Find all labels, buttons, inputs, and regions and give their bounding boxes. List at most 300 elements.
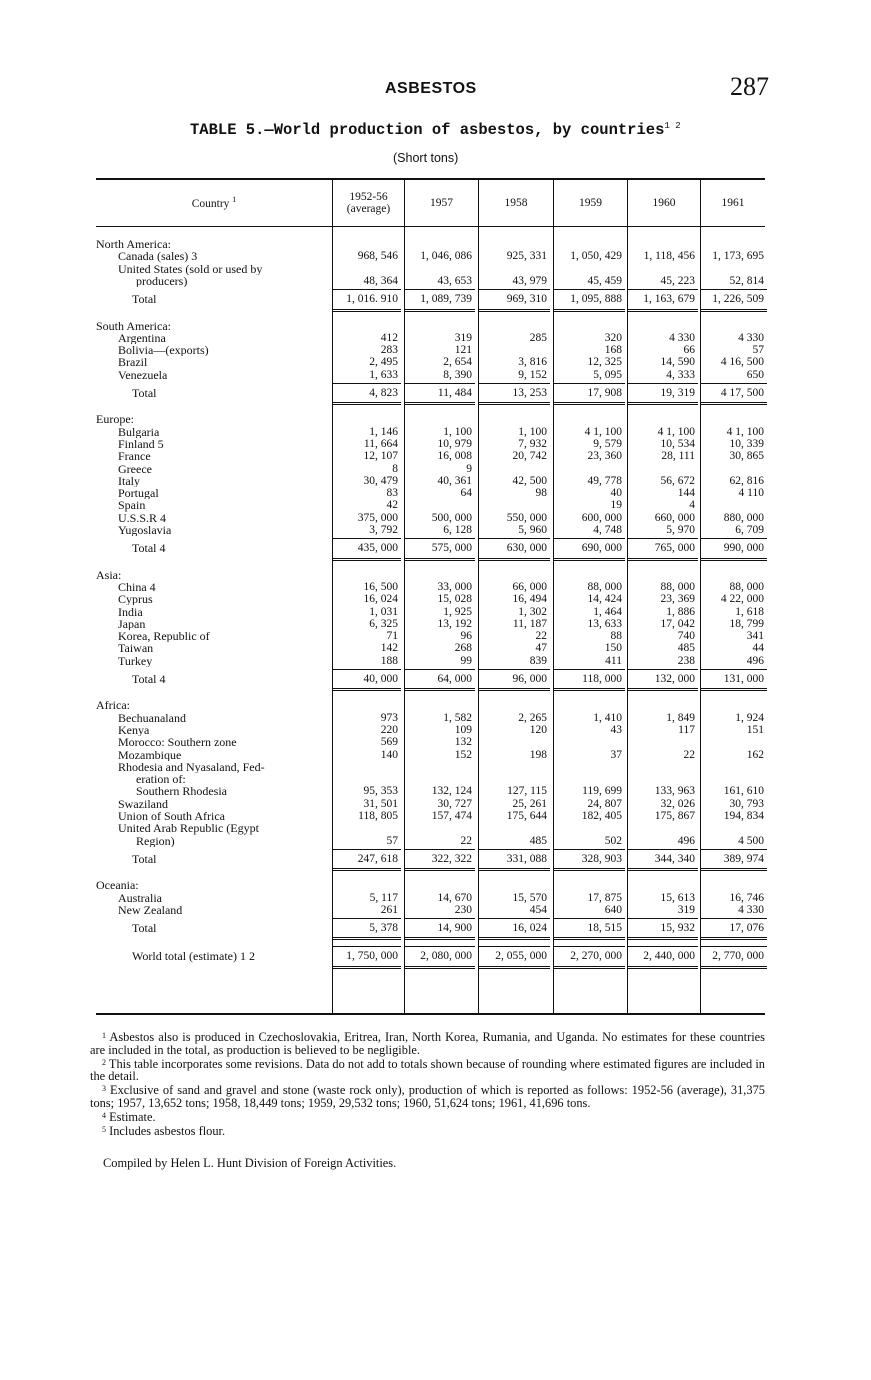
row-value: 5, 095 [593,368,622,381]
row-value: 283 [380,344,398,357]
subtotal-rule [554,289,625,290]
row-value: 168 [604,344,622,357]
row-value: 411 [605,654,622,667]
subtotal-rule [628,946,698,947]
row-value: 198 [529,748,547,761]
row-value: 6, 128 [443,524,472,536]
row-value: 14, 590 [660,356,695,369]
row-value: 3, 816 [518,356,547,369]
row-value: 11, 187 [512,617,547,630]
row-value: 88, 000 [660,580,695,593]
row-value: 500, 000 [431,511,472,524]
row-value: 71 [386,630,398,643]
table-row [96,736,765,748]
row-value: 99 [460,654,472,667]
row-value: 40 [610,487,622,500]
section-title: ASBESTOS [385,80,477,97]
column-header-1958: 1958 [504,196,528,209]
row-value: 133, 963 [654,785,695,798]
row-value: 175, 644 [506,810,547,822]
row-value: 109 [454,723,472,736]
row-value: 660, 000 [654,511,695,524]
table-group-row [96,320,765,332]
row-value: 157, 474 [431,810,472,822]
total-double-rule [701,868,767,871]
footnote-text: This table incorporates some revisions. Data do not add to totals shown because of rounding where estimated figures are included in the detail. [90,1056,765,1084]
row-value: 1, 031 [369,605,398,618]
row-label: Canada (sales) 3 [118,250,198,263]
row-value: 925, 331 [506,250,547,263]
table-row [96,593,765,605]
row-value: 18, 799 [729,617,764,630]
row-value: 9 [466,462,472,475]
row-value: 630, 000 [506,542,547,555]
row-value: 150 [604,642,622,655]
table-row [96,356,765,368]
row-value: 640 [604,903,622,916]
subtotal-rule [405,289,475,290]
row-value: 2, 495 [369,356,398,369]
row-value: 600, 000 [581,511,622,524]
table-group-row [96,238,765,250]
row-label: Cyprus [118,593,153,606]
row-value: 117 [678,723,695,736]
row-label: Union of South Africa [118,810,225,823]
total-double-rule [333,402,401,405]
row-label: Morocco: Southern zone [118,736,237,749]
row-label: Southern Rhodesia [136,785,227,798]
row-value: 2, 440, 000 [643,950,695,963]
row-value: 25, 261 [512,797,547,810]
row-label: Rhodesia and Nyasaland, Fed- [118,760,265,774]
table-group-row [96,879,765,891]
row-value: 66 [683,344,695,357]
row-value: 40, 000 [363,673,398,685]
row-value: 969, 310 [506,293,547,306]
row-value: 10, 534 [660,437,695,450]
row-value: 42, 500 [512,474,547,487]
row-value: 161, 610 [723,785,764,798]
row-value: 319 [677,903,695,916]
table-row [96,798,765,810]
table-row [96,369,765,381]
row-value: 990, 000 [723,542,764,555]
row-value: 1, 016. 910 [346,293,398,306]
row-value: 17, 042 [660,617,695,630]
subtotal-rule [701,538,767,539]
row-value: 1, 925 [443,605,472,618]
table-unit: (Short tons) [393,151,459,165]
row-label: producers) [136,274,188,288]
table-row [96,904,765,916]
row-value: 1, 849 [666,711,695,724]
total-double-rule [554,937,625,940]
table-row [96,438,765,450]
table-title [190,121,681,139]
row-value: 1, 100 [443,425,472,438]
table-row [96,581,765,593]
row-label: Asia: [96,568,122,581]
row-value: 57 [386,834,398,847]
row-label: Swaziland [118,797,168,810]
row-value: 435, 000 [357,542,398,555]
row-value: 194, 834 [723,810,764,822]
column-header-1957: 1957 [430,196,453,209]
row-value: 1, 163, 679 [643,293,695,306]
column-header-avg-note: (average) [346,203,391,215]
row-value: 247, 618 [357,852,398,865]
row-label: Venezuela [118,368,168,381]
row-value: 23, 360 [587,450,622,463]
row-value: 45, 223 [660,274,695,287]
total-double-rule [479,558,550,561]
subtotal-rule [628,538,698,539]
row-value: 1, 464 [593,605,622,618]
row-value: 5, 378 [369,922,398,935]
row-value: 64, 000 [437,673,472,685]
table-total-row [96,542,765,554]
table-row [96,524,765,536]
row-value: 230 [454,903,472,916]
subtotal-rule [628,669,698,670]
row-value: 13, 633 [587,617,622,630]
row-value: 1, 302 [518,605,547,618]
row-value: 690, 000 [581,542,622,555]
row-value: 268 [454,642,472,655]
row-value: 96, 000 [512,673,547,685]
total-double-rule [479,868,550,871]
subtotal-rule [479,849,550,850]
row-label: Total 4 [132,542,166,555]
row-value: 575, 000 [431,542,472,555]
row-label: Total [132,852,157,866]
total-double-rule [333,309,401,312]
row-value: 4 330 [738,331,764,344]
table-row [96,773,765,785]
row-value: 4, 333 [666,368,695,381]
row-label: Total [132,293,157,306]
row-value: 285 [529,331,547,344]
row-value: 43 [610,723,622,736]
row-value: 83 [386,487,398,500]
row-label: United States (sold or used by [118,262,263,275]
row-value: 4 17, 500 [720,387,764,399]
table-row [96,655,765,667]
row-value: 1, 095, 888 [570,293,622,306]
row-value: 44 [752,642,764,655]
row-value: 11, 664 [363,437,398,450]
row-value: 2, 055, 000 [495,950,547,963]
row-value: 162 [746,748,764,761]
row-value: 12, 325 [587,356,622,369]
row-value: 120 [529,723,547,736]
row-label: Portugal [118,487,159,500]
row-value: 3, 792 [369,524,398,536]
total-double-rule [554,558,625,561]
row-value: 261 [380,903,398,916]
header-bottom-rule [96,226,765,227]
footnote-mark: 1 [102,1031,106,1040]
row-value: 31, 501 [363,797,398,810]
row-label: Mozambique [118,748,182,761]
total-double-rule [333,966,401,969]
row-value: 49, 778 [587,474,622,487]
row-value: 96 [460,630,472,643]
footnote [90,1057,765,1084]
row-label: Kenya [118,723,150,737]
table-total-row [96,293,765,305]
row-value: 2, 265 [518,711,547,724]
subtotal-rule [701,383,767,384]
column-header-country [96,180,332,226]
row-value: 144 [677,487,695,500]
total-double-rule [479,937,550,940]
row-value: 4 16, 500 [720,356,764,369]
footnote [90,1030,765,1057]
subtotal-rule [628,849,698,850]
table-group-row [96,413,765,425]
row-value: 1, 100 [518,425,547,438]
total-double-rule [628,868,698,871]
row-value: 10, 339 [729,437,764,450]
subtotal-rule [701,918,767,919]
footnote-mark: 3 [102,1084,106,1094]
subtotal-rule [554,538,625,539]
row-value: 30, 727 [437,797,472,810]
footnote [90,1083,765,1110]
row-value: 121 [454,344,472,357]
row-value: 485 [677,642,695,655]
row-value: 9, 579 [593,437,622,450]
row-value: 18, 515 [587,922,622,935]
total-double-rule [405,309,475,312]
row-value: 389, 974 [723,852,764,865]
row-value: 16, 024 [512,922,547,935]
footnote-text: Asbestos also is produced in Czechoslovakia, Eritrea, Iran, North Korea, Rumania, and Uganda. No estimates for these countries are included in the total, as production is believed to be negligible. [90,1030,766,1057]
row-value: 42 [386,499,398,512]
total-double-rule [479,402,550,405]
row-value: 16, 500 [363,580,398,593]
row-value: 175, 867 [654,810,695,822]
subtotal-rule [333,918,401,919]
subtotal-rule [405,849,475,850]
subtotal-rule [405,383,475,384]
row-value: 17, 076 [729,922,764,935]
row-value: 14, 670 [437,891,472,904]
column-header-country-label: Country [191,197,230,210]
row-value: 16, 746 [729,891,764,904]
row-value: 454 [529,903,547,916]
row-label: India [118,605,143,618]
table-row [96,724,765,736]
row-label: U.S.S.R 4 [118,511,167,524]
row-value: 22 [460,834,472,847]
row-value: 375, 000 [357,511,398,524]
row-value: 8, 390 [443,368,472,381]
row-value: 4 22, 000 [720,593,764,606]
row-value: 15, 028 [437,593,472,606]
row-label: Finland 5 [118,437,164,451]
row-value: 2, 770, 000 [712,950,764,963]
subtotal-rule [554,849,625,850]
subtotal-rule [479,538,550,539]
row-value: 238 [677,654,695,667]
row-value: 20, 742 [512,450,547,463]
row-value: 1, 633 [369,368,398,381]
row-value: 64 [460,487,472,500]
row-value: 40, 361 [437,474,472,487]
subtotal-rule [333,538,401,539]
row-value: 12, 107 [363,450,398,463]
row-label: France [118,450,151,463]
row-value: 11, 484 [437,387,472,399]
row-value: 220 [380,723,398,736]
row-value: 1, 173, 695 [712,250,764,263]
row-value: 15, 570 [512,891,547,904]
row-value: 9, 152 [518,368,547,381]
total-double-rule [479,966,550,969]
running-head [0,72,871,104]
row-label: Total 4 [132,673,166,686]
row-value: 5, 117 [369,891,398,904]
row-label: Brazil [118,356,148,369]
table-row [96,749,765,761]
total-double-rule [554,868,625,871]
table-row [96,512,765,524]
total-double-rule [405,966,475,969]
row-value: 30, 793 [729,797,764,810]
row-value: 502 [604,834,622,847]
total-double-rule [479,688,550,691]
row-value: 322, 322 [431,852,472,865]
table-row [96,835,765,847]
total-double-rule [554,402,625,405]
row-value: 118, 000 [582,673,622,685]
total-double-rule [405,688,475,691]
subtotal-rule [479,918,550,919]
table-row [96,606,765,618]
total-double-rule [405,558,475,561]
row-value: 344, 340 [654,852,695,865]
row-value: 22 [535,630,547,643]
row-label: Turkey [118,654,153,667]
row-value: 16, 008 [437,450,472,463]
row-value: 19, 319 [660,387,695,399]
column-header-1960: 1960 [652,196,676,209]
row-value: 98 [535,487,547,500]
row-value: 4, 823 [369,387,398,399]
row-value: 132, 000 [654,673,695,685]
row-value: 6, 709 [735,524,764,536]
row-value: 4 [689,499,695,512]
table-title-footnote-marks: 1 2 [664,121,681,131]
table-row [96,344,765,356]
subtotal-rule [701,669,767,670]
row-value: 13, 253 [512,387,547,399]
total-double-rule [628,966,698,969]
total-double-rule [333,937,401,940]
total-double-rule [628,937,698,940]
row-value: 5, 970 [666,524,695,536]
total-double-rule [405,868,475,871]
total-double-rule [701,558,767,561]
row-label: Africa: [96,699,130,712]
row-value: 32, 026 [660,797,695,810]
row-label: China 4 [118,580,156,594]
row-value: 127, 115 [507,785,547,798]
footnote-mark: 4 [102,1110,106,1120]
table-row [96,499,765,511]
row-value: 22 [683,748,695,761]
row-value: 1, 750, 000 [346,950,398,963]
row-value: 14, 424 [587,593,622,606]
row-value: 119, 699 [582,785,622,798]
row-label: Total [132,922,157,935]
total-double-rule [701,402,767,405]
row-value: 13, 192 [437,617,472,630]
total-double-rule [701,937,767,940]
table-row [96,263,765,275]
total-double-rule [628,402,698,405]
row-value: 1, 582 [443,711,472,724]
row-value: 88 [610,630,622,643]
row-value: 2, 080, 000 [420,950,472,963]
row-value: 328, 903 [581,852,622,865]
row-value: 1, 050, 429 [570,250,622,263]
subtotal-rule [628,289,698,290]
footnote [90,1110,765,1124]
subtotal-rule [554,383,625,384]
row-value: 496 [746,654,764,667]
row-value: 16, 024 [363,593,398,606]
row-value: 973 [380,711,398,724]
footnote [90,1124,765,1138]
subtotal-rule [701,849,767,850]
row-value: 152 [454,748,472,761]
row-label: Taiwan [118,642,154,655]
row-value: 1, 046, 086 [420,250,472,263]
row-value: 4 110 [738,487,764,500]
total-double-rule [554,688,625,691]
subtotal-rule [333,669,401,670]
total-double-rule [701,688,767,691]
page-number: 287 [730,72,769,101]
total-double-rule [554,309,625,312]
footnote-text: Includes asbestos flour. [109,1123,226,1138]
row-label: Italy [118,474,140,488]
subtotal-rule [479,383,550,384]
table-row [96,332,765,344]
row-label: Argentina [118,331,166,345]
subtotal-rule [479,669,550,670]
subtotal-rule [701,289,767,290]
row-value: 1, 886 [666,605,695,618]
subtotal-rule [701,946,767,947]
row-value: 341 [746,630,764,643]
row-value: 1, 118, 456 [643,250,695,263]
row-value: 1, 924 [735,711,764,724]
subtotal-rule [554,669,625,670]
subtotal-rule [333,289,401,290]
total-double-rule [405,937,475,940]
row-value: 23, 369 [660,593,695,606]
column-header-country-mark: 1 [232,195,237,205]
total-double-rule [554,966,625,969]
footnote-mark: 5 [102,1124,106,1134]
table-group-row [96,569,765,581]
row-label: Greece [118,462,152,475]
row-value: 2, 654 [443,356,472,369]
